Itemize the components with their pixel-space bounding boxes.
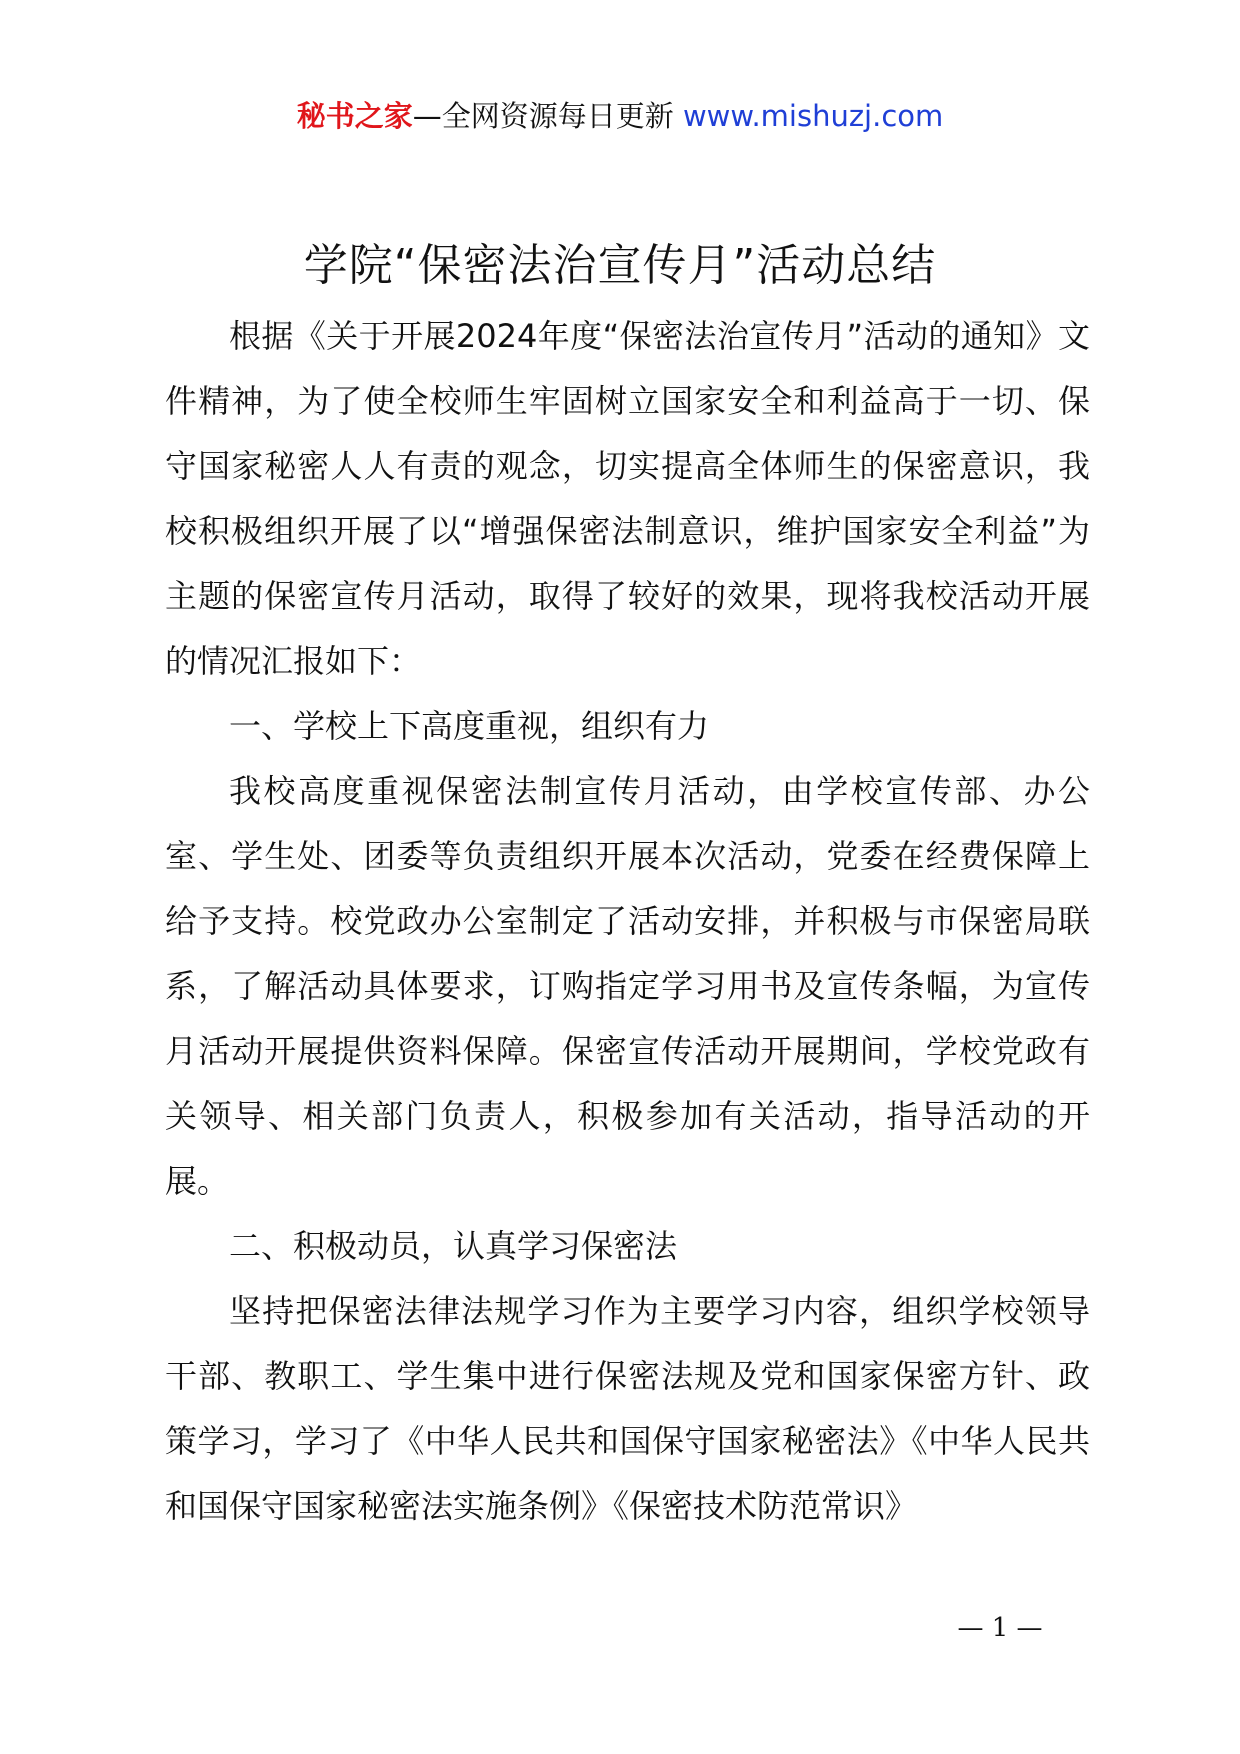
document-body (165, 304, 1090, 1539)
section-heading-1: 一、学校上下高度重视，组织有力 (229, 707, 710, 745)
section-body-1: 我校高度重视保密法制宣传月活动，由学校宣传部、办公室、学生处、团委等负责组织开展本次活动，党委在经费保障上给予支持。校党政办公室制定了活动安排，并积极与市保密局联系，了解活动具体要求，订购指定学习用书及宣传条幅，为宣传月活动开展提供资料保障。保密宣传活动开展期间，学校党政有关领导、相关部门负责人，积极参加有关活动，指导活动的开展。 (165, 772, 1090, 1200)
site-name: 秘书之家 (296, 99, 413, 133)
intro-paragraph: 根据《关于开展2024年度“保密法治宣传月”活动的通知》文件精神，为了使全校师生牢固树立国家安全和利益高于一切、保守国家秘密人人有责的观念，切实提高全体师生的保密意识，我校积极组织开展了以“增强保密法制意识，维护国家安全利益”为主题的保密宣传月活动，取得了较好的效果，现将我校活动开展的情况汇报如下： (165, 317, 1090, 680)
site-url-link[interactable]: www.mishuzj.com (682, 99, 944, 133)
section-heading-2: 二、积极动员，认真学习保密法 (229, 1227, 678, 1265)
page-number: — 1 — (957, 1613, 1043, 1643)
site-header (0, 96, 1240, 136)
document-title: 学院“保密法治宣传月”活动总结 (303, 240, 937, 291)
site-slogan: —全网资源每日更新 (412, 99, 674, 133)
section-body-2: 坚持把保密法律法规学习作为主要学习内容，组织学校领导干部、教职工、学生集中进行保密法规及党和国家保密方针、政策学习，学习了《中华人民共和国保守国家秘密法》《中华人民共和国保守国家秘密法实施条例》《保密技术防范常识》 (165, 1292, 1090, 1525)
